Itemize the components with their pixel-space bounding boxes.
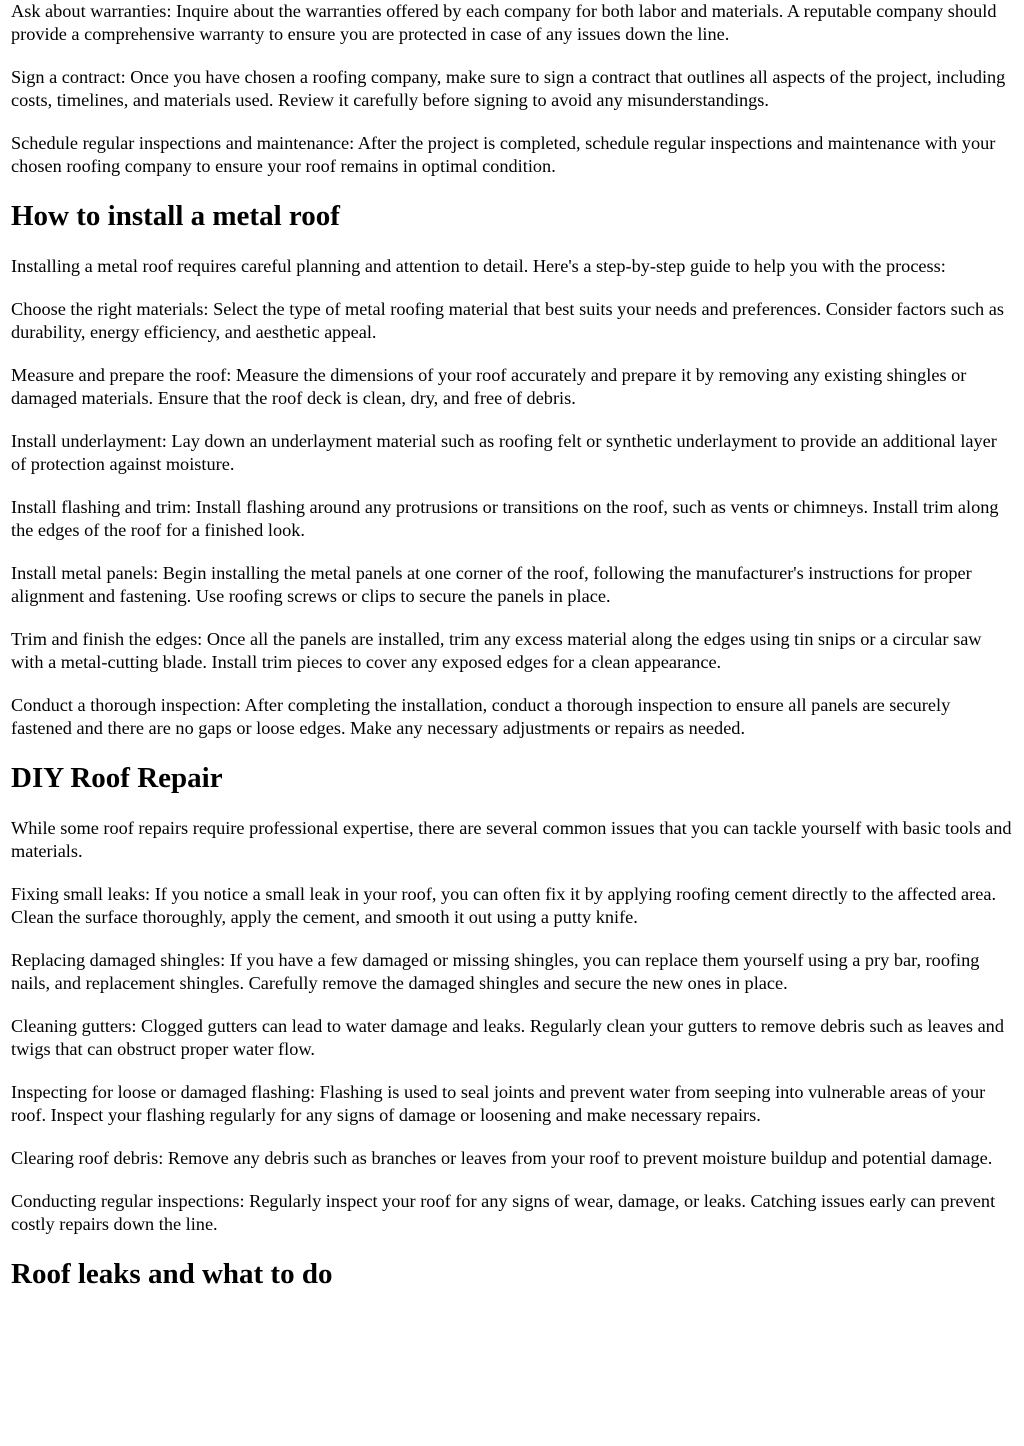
paragraph-fixing-small-leaks: Fixing small leaks: If you notice a small leak in your roof, you can often fix it by applying roofing cement directly to the affected area. Clean the surface thoroughly, apply the cement, and smooth it out using a putty knife. [11,884,997,927]
paragraph-sign-contract: Sign a contract: Once you have chosen a roofing company, make sure to sign a contract that outlines all aspects of the project, including costs, timelines, and materials used. Review it carefully before signing to avoid any misunderstandings. [11,67,1006,110]
heading-diy-roof-repair: DIY Roof Repair [11,762,223,794]
paragraph-metal-roof-intro: Installing a metal roof requires careful planning and attention to detail. Here's a step-by-step guide to help you with the process: [11,256,946,276]
paragraph-ask-warranties: Ask about warranties: Inquire about the warranties offered by each company for both labor and materials. A reputable company should provide a comprehensive warranty to ensure you are protected in case of any issues down the line. [11,1,997,44]
paragraph-inspecting-flashing: Inspecting for loose or damaged flashing: Flashing is used to seal joints and prevent water from seeping into vulnerable areas of your roof. Inspect your flashing regularly for any signs of damage or loosening and make necessary repairs. [11,1082,986,1125]
paragraph-choose-materials: Choose the right materials: Select the type of metal roofing material that best suits your needs and preferences. Consider factors such as durability, energy efficiency, and aesthetic appeal. [11,299,1004,342]
paragraph-schedule-inspections: Schedule regular inspections and maintenance: After the project is completed, schedule regular inspections and maintenance with your chosen roofing company to ensure your roof remains in optimal condition. [11,133,996,176]
heading-roof-leaks: Roof leaks and what to do [11,1258,333,1290]
paragraph-conduct-inspection: Conduct a thorough inspection: After completing the installation, conduct a thorough inspection to ensure all panels are securely fastened and there are no gaps or loose edges. Make any necessary adjustments or repairs as needed. [11,695,951,738]
paragraph-diy-intro: While some roof repairs require professional expertise, there are several common issues that you can tackle yourself with basic tools and materials. [11,818,1012,861]
paragraph-regular-inspections: Conducting regular inspections: Regularly inspect your roof for any signs of wear, damage, or leaks. Catching issues early can prevent costly repairs down the line. [11,1191,996,1234]
paragraph-install-flashing-trim: Install flashing and trim: Install flashing around any protrusions or transitions on the roof, such as vents or chimneys. Install trim along the edges of the roof for a finished look. [11,497,999,540]
paragraph-clearing-debris: Clearing roof debris: Remove any debris such as branches or leaves from your roof to prevent moisture buildup and potential damage. [11,1148,993,1168]
paragraph-cleaning-gutters: Cleaning gutters: Clogged gutters can lead to water damage and leaks. Regularly clean your gutters to remove debris such as leaves and twigs that can obstruct proper water flow. [11,1016,1004,1059]
paragraph-trim-finish-edges: Trim and finish the edges: Once all the panels are installed, trim any excess material along the edges using tin snips or a circular saw with a metal-cutting blade. Install trim pieces to cover any exposed edges for a clean appearance. [11,629,982,672]
heading-install-metal-roof: How to install a metal roof [11,200,340,232]
paragraph-measure-prepare: Measure and prepare the roof: Measure the dimensions of your roof accurately and prepare it by removing any existing shingles or damaged materials. Ensure that the roof deck is clean, dry, and free of debris. [11,365,967,408]
paragraph-install-underlayment: Install underlayment: Lay down an underlayment material such as roofing felt or synthetic underlayment to provide an additional layer of protection against moisture. [11,431,997,474]
paragraph-install-metal-panels: Install metal panels: Begin installing the metal panels at one corner of the roof, following the manufacturer's instructions for proper alignment and fastening. Use roofing screws or clips to secure the panels in place. [11,563,972,606]
paragraph-replacing-shingles: Replacing damaged shingles: If you have a few damaged or missing shingles, you can replace them yourself using a pry bar, roofing nails, and replacement shingles. Carefully remove the damaged shingles and secure the new ones in place. [11,950,980,993]
